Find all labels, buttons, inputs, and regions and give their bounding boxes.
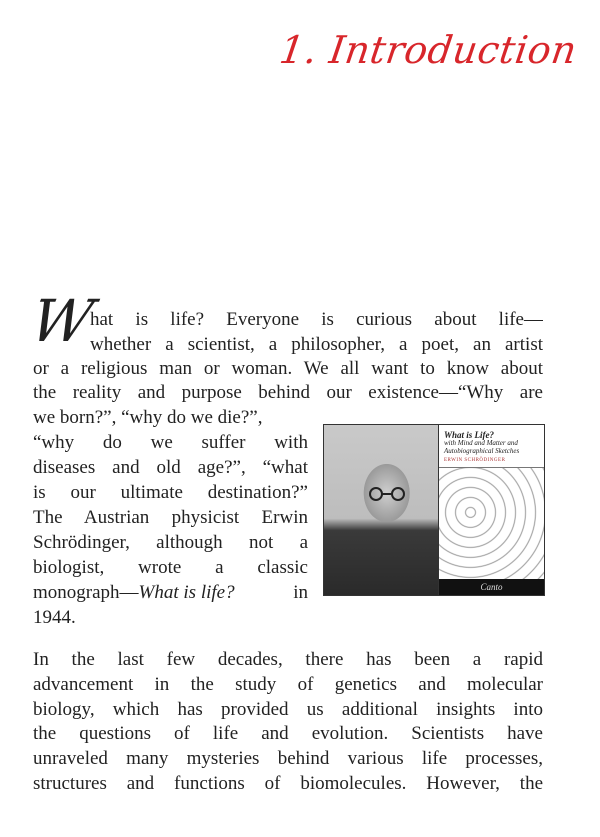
book-title-italic: What is life? xyxy=(138,582,235,603)
text-line: unraveled many mysteries behind various life processes, xyxy=(33,748,543,769)
text-line: hat is life? Everyone is curious about life— xyxy=(90,309,543,330)
book-cover xyxy=(438,425,544,595)
book-author: ERWIN SCHRÖDINGER xyxy=(444,458,506,463)
text-line: the reality and purpose behind our existence—“Why are xyxy=(33,382,543,403)
book-title: What is Life? xyxy=(444,430,495,440)
text-line: or a religious man or woman. We all want to know about xyxy=(33,358,543,379)
chapter-title: 1. Introduction xyxy=(276,28,580,72)
text-line: whether a scientist, a philosopher, a poet, an artist xyxy=(90,334,543,355)
text-line: advancement in the study of genetics and molecular xyxy=(33,674,543,695)
cell-illustration xyxy=(439,467,544,579)
book-subtitle: with Mind and Matter and Autobiographical Sketches xyxy=(444,439,520,455)
text-fragment: in xyxy=(293,582,308,603)
text-line: the questions of life and evolution. Scientists have xyxy=(33,723,543,744)
text-line xyxy=(33,581,308,605)
publisher-series: Canto xyxy=(439,579,544,595)
text-fragment: monograph— xyxy=(33,582,139,603)
text-line: we born?”, “why do we die?”, xyxy=(33,407,263,428)
drop-cap: W xyxy=(24,287,99,355)
text-line: 1944. xyxy=(33,607,76,628)
text-line: is our ultimate destination?” xyxy=(33,482,308,503)
text-line: diseases and old age?”, “what xyxy=(33,457,308,478)
schrodinger-portrait xyxy=(324,425,438,595)
text-line: In the last few decades, there has been a rapid xyxy=(33,649,543,670)
text-line: biology, which has provided us additional insights into xyxy=(33,699,543,720)
text-line: The Austrian physicist Erwin xyxy=(33,507,308,528)
text-line: Schrödinger, although not a xyxy=(33,532,308,553)
figure-schrodinger-and-book xyxy=(323,424,545,596)
glasses-graphic xyxy=(364,487,414,501)
text-line: structures and functions of biomolecules. However, the xyxy=(33,773,543,794)
text-line: “why do we suffer with xyxy=(33,432,308,453)
text-line: biologist, wrote a classic xyxy=(33,557,308,578)
